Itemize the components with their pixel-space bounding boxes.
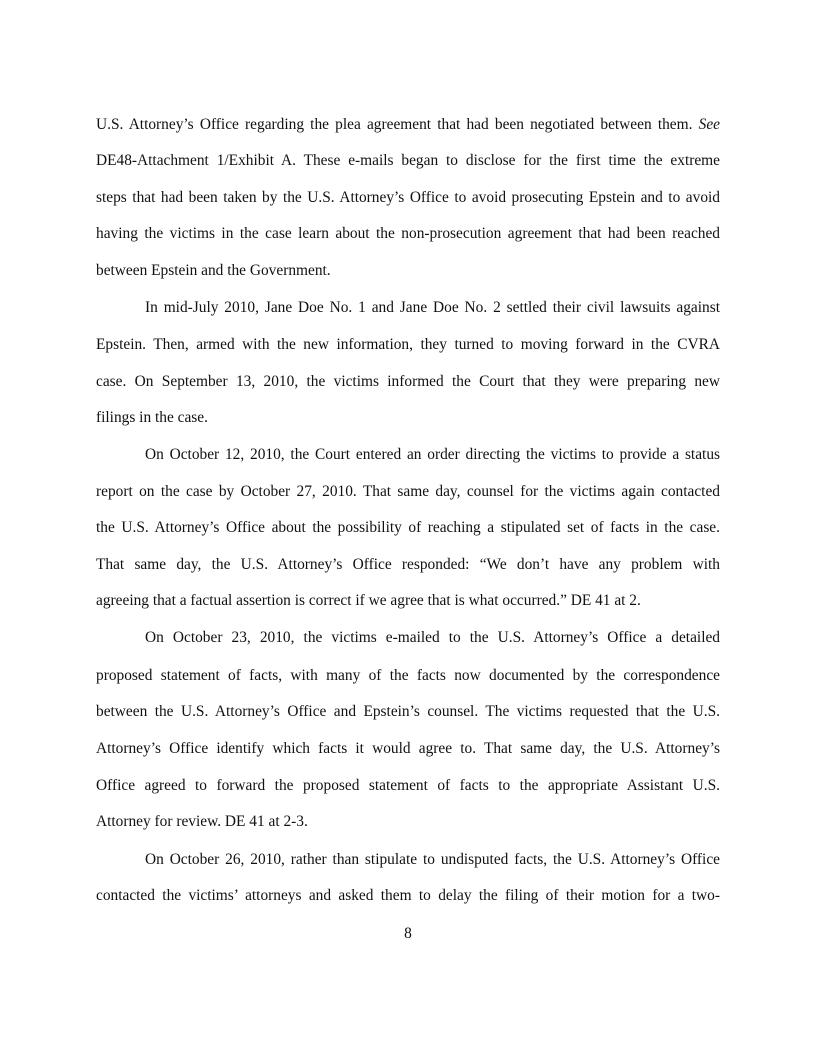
text-line: Office agreed to forward the proposed statement of facts to the appropriate Assistant U.S.: [96, 777, 720, 794]
text-line: proposed statement of facts, with many of the facts now documented by the correspondence: [96, 667, 720, 684]
text-line: Epstein. Then, armed with the new information, they turned to moving forward in the CVRA: [96, 336, 720, 353]
text-line: On October 26, 2010, rather than stipulate to undisputed facts, the U.S. Attorney’s Office: [145, 851, 720, 868]
text-line: That same day, the U.S. Attorney’s Office responded: “We don’t have any problem with: [96, 556, 720, 573]
text-line: between the U.S. Attorney’s Office and Epstein’s counsel. The victims requested that the U.S.: [96, 703, 720, 720]
text-line: filings in the case.: [96, 409, 208, 426]
text-line: DE48-Attachment 1/Exhibit A. These e-mails began to disclose for the first time the extreme: [96, 152, 720, 169]
text-line: report on the case by October 27, 2010. That same day, counsel for the victims again contacted: [96, 483, 720, 500]
text-line: case. On September 13, 2010, the victims informed the Court that they were preparing new: [96, 373, 720, 390]
italic-signal-word: See: [698, 116, 720, 133]
text-line: U.S. Attorney’s Office regarding the plea agreement that had been negotiated between them. See: [96, 116, 720, 133]
text-line: having the victims in the case learn about the non-prosecution agreement that had been reached: [96, 225, 720, 242]
text-line: Attorney for review. DE 41 at 2-3.: [96, 813, 308, 830]
text-line: On October 12, 2010, the Court entered an order directing the victims to provide a status: [145, 446, 720, 463]
text-line: the U.S. Attorney’s Office about the possibility of reaching a stipulated set of facts in the case.: [96, 519, 720, 536]
text-line: Attorney’s Office identify which facts it would agree to. That same day, the U.S. Attorney’s: [96, 740, 720, 757]
text-line: On October 23, 2010, the victims e-mailed to the U.S. Attorney’s Office a detailed: [145, 629, 720, 646]
page-number: 8: [404, 925, 412, 942]
text-line: agreeing that a factual assertion is correct if we agree that is what occurred.” DE 41 at 2.: [96, 592, 641, 609]
text-line: between Epstein and the Government.: [96, 262, 331, 279]
text-line: steps that had been taken by the U.S. Attorney’s Office to avoid prosecuting Epstein and to avoid: [96, 189, 720, 206]
text-line: In mid-July 2010, Jane Doe No. 1 and Jane Doe No. 2 settled their civil lawsuits against: [145, 299, 720, 316]
text-line: contacted the victims’ attorneys and asked them to delay the filing of their motion for a two-: [96, 887, 720, 904]
